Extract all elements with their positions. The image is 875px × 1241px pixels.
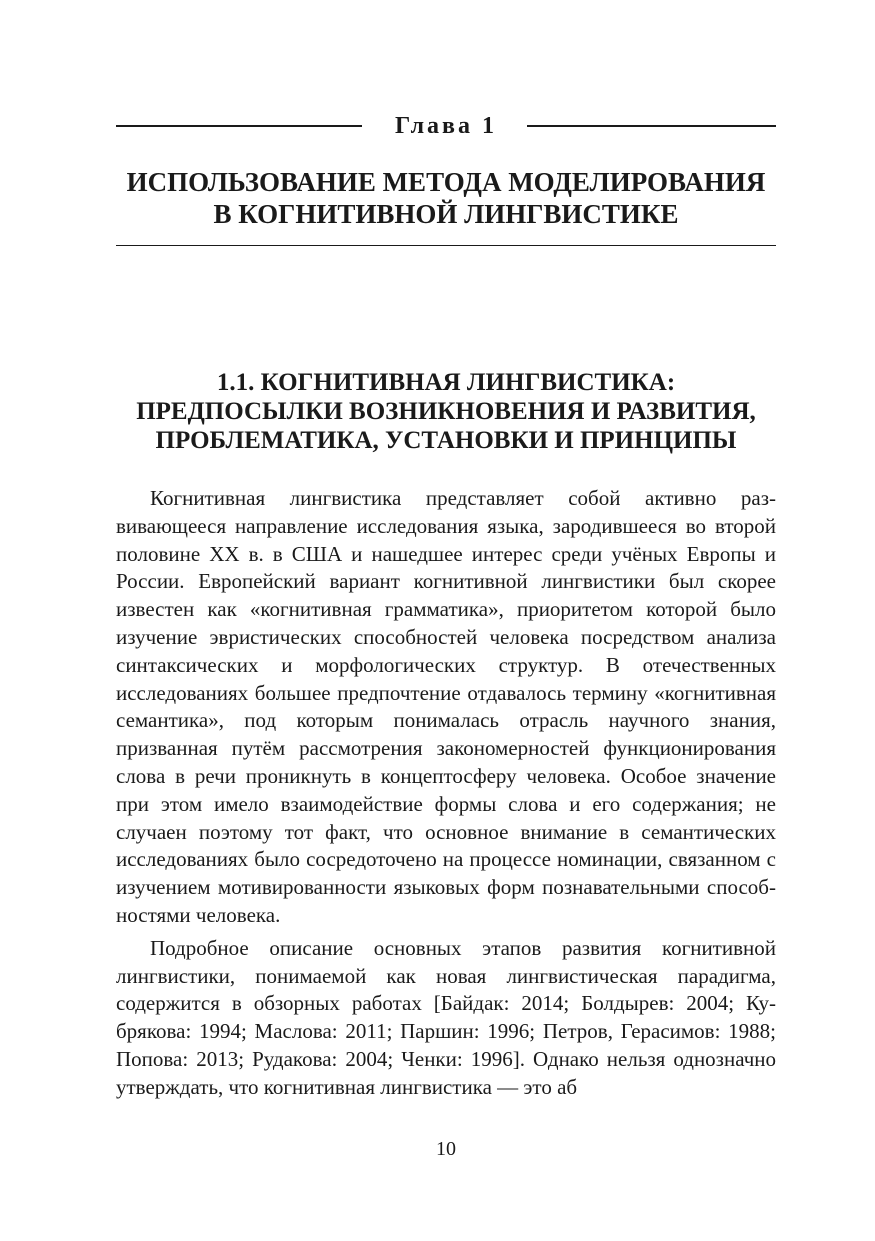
title-divider: [116, 245, 776, 246]
chapter-rule-left: [116, 125, 362, 127]
chapter-title: ИСПОЛЬЗОВАНИЕ МЕТОДА МОДЕЛИРОВАНИЯ В КОГНИТИВНОЙ ЛИНГВИСТИКЕ: [126, 167, 766, 229]
chapter-label: Глава 1: [395, 113, 497, 139]
paragraph: Подробное описание основных этапов развития когнитивной лингвистики, понимаемой как новая лингвистическая парадигма, содержится в обзорных работах [Байдак: 2014; Болдырев: 2004; Кубрякова: 1994; Маслова: 2011; Паршин: 1996; Петров, Герасимов: 1988; Попова: 2013; Рудакова: 2004; Ченки: 1996]. Однако нельзя однозначно утверждать, что когнитивная лингвистика — это аб: [116, 935, 776, 1099]
chapter-heading: [116, 110, 776, 142]
body-text: [116, 485, 776, 1107]
paragraph: Когнитивная лингвистика представляет собой активно развивающееся направление исследования языка, зародившееся во второй половине XX в. в США и нашедшее интерес среди учёных Европы и России. Европейский вариант когнитивной лингвистики был скорее известен как «когнитивная грамматика», приоритетом которой было изучение эвристических способностей человека посредством анализа синтаксических и морфологических структур. В отечественных исследованиях большее предпочтение отдавалось термину «когнитивная семантика», под которым понималась отрасль научного знания, призванная путём рассмотрения закономерностей функционирования слова в речи проникнуть в концептосферу человека. Особое значение при этом имело взаимодействие формы слова и его содержания; не случаен поэтому тот факт, что основное внимание в семантических исследованиях было сосредоточено на процессе номинации, связанном с изучением мотивированности языковых форм познавательными способностями человека.: [116, 486, 776, 927]
chapter-rule-right: [527, 125, 776, 127]
page-number: 10: [436, 1138, 456, 1160]
section-title: 1.1. КОГНИТИВНАЯ ЛИНГВИСТИКА: ПРЕДПОСЫЛКИ ВОЗНИКНОВЕНИЯ И РАЗВИТИЯ, ПРОБЛЕМАТИКА, УСТАНОВКИ И ПРИНЦИПЫ: [136, 369, 756, 454]
